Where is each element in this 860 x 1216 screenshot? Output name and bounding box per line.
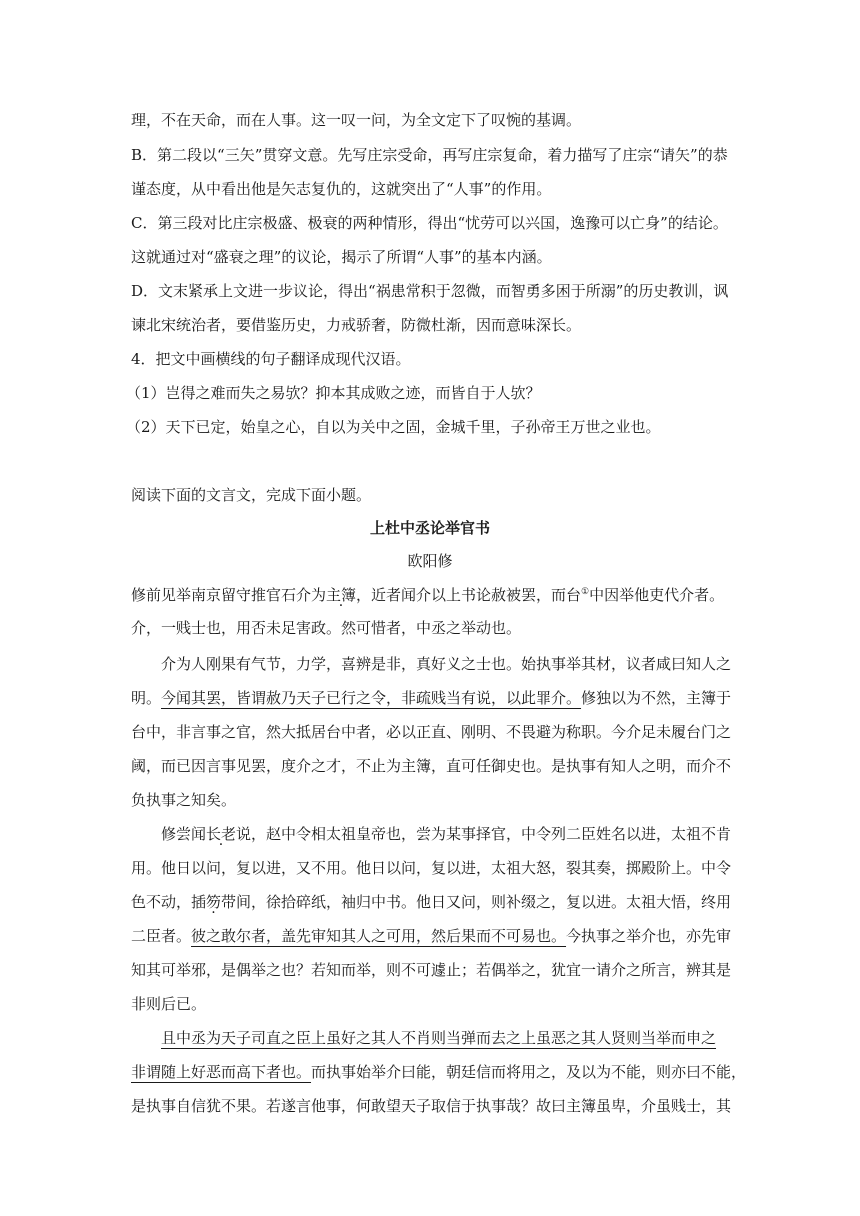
- option-c-line2: 这就通过对“盛衰之理”的议论，揭示了所谓“人事”的基本内涵。: [131, 248, 552, 266]
- option-a-tail: 理，不在天命，而在人事。这一叹一问，为全文定下了叹惋的基调。: [131, 111, 582, 129]
- passage-title: 上杜中丞论举官书: [369, 519, 490, 537]
- paragraph-3-line-1: 修尝闻长老说，赵中令相太祖皇帝也，尝为某事择官，中令列二臣姓名以进，太祖不肯: [161, 825, 732, 843]
- passage-author: 欧阳修: [407, 552, 453, 570]
- paragraph-4-line-1: [161, 1028, 716, 1048]
- paragraph-1-line-2: 介，一贱士也，用否未足害政。然可惜者，中丞之举动也。: [131, 619, 522, 637]
- option-d-line1: D．文末紧承上文进一步议论，得出“祸患常积于忽微，而智勇多困于所溺”的历史教训，讽: [131, 282, 729, 300]
- option-d-line2: 谏北宋统治者，要借鉴历史，力戒骄奢，防微杜渐，因而意味深长。: [131, 316, 582, 334]
- question-4-item-1: （1）岂得之难而失之易欤？抑本其成败之迹，而皆自于人欤？: [126, 384, 541, 402]
- paragraph-4-line-2: 非谓随上好恶而高下者也。而执事始举介曰能，朝廷信而将用之，及以为不能，则亦曰不能，: [131, 1063, 747, 1081]
- question-4-stem: 4．把文中画横线的句子翻译成现代汉语。: [131, 350, 411, 368]
- option-b-line2: 谨态度，从中看出他是矢志复仇的，这就突出了“人事”的作用。: [131, 180, 552, 198]
- emphasis-hu: 笏: [206, 893, 222, 911]
- footnote-marker: ①: [581, 587, 590, 597]
- reading-instruction: 阅读下面的文言文，完成下面小题。: [131, 486, 372, 504]
- underlined-sentence-3-end: 非谓随上好恶而高下者也。: [131, 1063, 312, 1081]
- paragraph-1-line-1: 修前见举南京留守推官石介为主簿，近者闻介以上书论赦被罢，而台①中因举他吏代介者。: [131, 586, 725, 604]
- emphasis-zhanglao: 长老: [206, 825, 237, 843]
- paragraph-2-line-1: 介为人刚果有气节，力学，喜辨是非，真好义之士也。始执事举其材，议者咸曰知人之: [161, 655, 732, 673]
- paragraph-2-line-3: 台中，非言事之官，然大抵居台中者，必以正直、刚明、不畏避为称职。今介足未履台门之: [131, 723, 732, 741]
- paragraph-4-line-3: 是执事自信犹不果。若遂言他事，何敢望天子取信于执事哉？故曰主簿虽卑，介虽贱士，其: [131, 1097, 732, 1115]
- underlined-sentence-3: 且中丞为天子司直之臣上虽好之其人不肖则当弹而去之上虽恶之其人贤则当举而申之: [161, 1029, 717, 1047]
- underlined-sentence-2: 彼之敢尔者，盖先审知其人之可用，然后果而不可易也。: [191, 927, 567, 945]
- paragraph-2-line-5: 负执事之知矣。: [131, 791, 237, 809]
- option-b-line1: B．第二段以“三矢”贯穿文意。先写庄宗受命，再写庄宗复命，着力描写了庄宗“请矢”的恭: [131, 146, 728, 164]
- paragraph-3-line-5: 知其可举邪，是偶举之也？若知而举，则不可遽止；若偶举之，犹宜一请介之所言，辨其是: [131, 961, 732, 979]
- option-c-line1: C．第三段对比庄宗极盛、极衰的两种情形，得出“忧劳可以兴国，逸豫可以亡身”的结论。: [131, 214, 728, 232]
- paragraph-2-line-2: 明。今闻其罢，皆谓赦乃天子已行之令，非疏贱当有说，以此罪介。修独以为不然，主簿于: [131, 689, 732, 707]
- emphasis-zhubu: 主簿: [326, 586, 357, 604]
- paragraph-3-line-2: 用。他日以问，复以进，又不用。他日以问，复以进，太祖大怒，裂其奏，掷殿阶上。中令: [131, 859, 732, 877]
- question-4-item-2: （2）天下已定，始皇之心，自以为关中之固，金城千里，子孙帝王万世之业也。: [126, 418, 661, 436]
- paragraph-3-line-6: 非则后已。: [131, 995, 207, 1013]
- paragraph-3-line-3: 色不动，插笏带间，徐拾碎纸，袖归中书。他日又问，则补缀之，复以进。太祖大悟，终用: [131, 893, 732, 911]
- paragraph-2-line-4: 阈，而已因言事见罢，度介之才，不止为主簿，直可任御史也。是执事有知人之明，而介不: [131, 757, 732, 775]
- underlined-sentence-1: 今闻其罢，皆谓赦乃天子已行之令，非疏贱当有说，以此罪介。: [161, 689, 582, 707]
- paragraph-3-line-4: 二臣者。彼之敢尔者，盖先审知其人之可用，然后果而不可易也。今执事之举介也，亦先审: [131, 927, 732, 945]
